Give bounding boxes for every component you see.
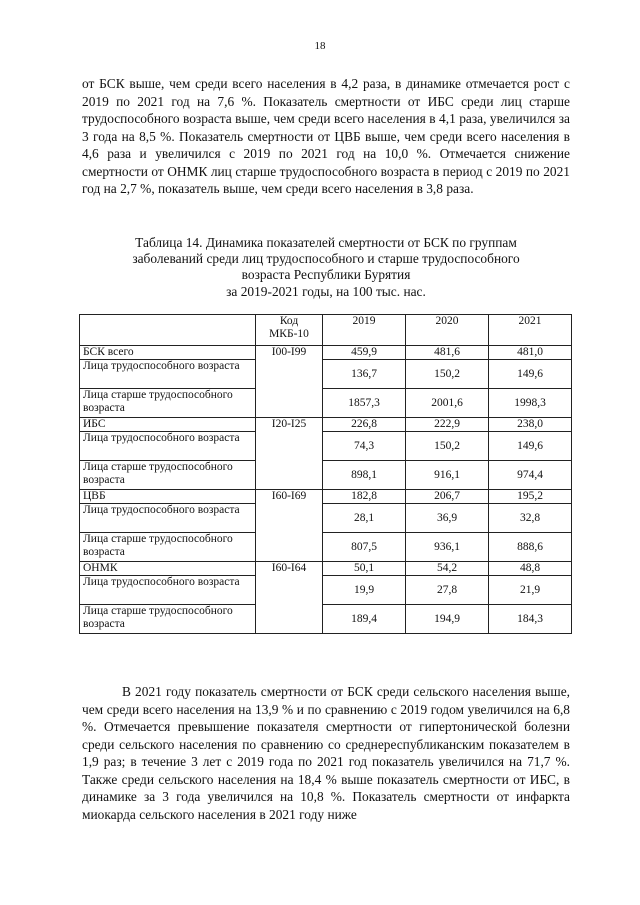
value-2021: 238,0 — [489, 418, 572, 432]
value-2020: 936,1 — [406, 533, 489, 562]
header-2020: 2020 — [406, 315, 489, 346]
header-2021: 2021 — [489, 315, 572, 346]
table-row — [80, 389, 572, 418]
row-name: Лица трудоспособного возраста — [80, 576, 256, 605]
paragraph-bottom: В 2021 году показатель смертности от БСК среди сельского населения выше, чем среди всего населения на 13,9 % и по сравнению с 2019 годом увеличился на 6,8 %. Отмечается превышение показателя смертности от гипертонической болезни среди сельского населения по сравнению со среднереспубликанским показателем в 1,9 раз; в течение 3 лет с 2019 года по 2021 год показатель увеличился на 71,7 %. Также среди сельского населения на 18,4 % выше показатель смертности от ИБС, в динамике за 3 года увеличился на 10,8 %. Показатель смертности от инфаркта миокарда сельского населения в 2021 году ниже — [82, 684, 570, 822]
icd-code: I60-I64 — [256, 562, 323, 634]
value-2019: 19,9 — [323, 576, 406, 605]
table-row — [80, 418, 572, 432]
row-name: Лица старше трудоспособного возраста — [80, 389, 256, 418]
header-2019: 2019 — [323, 315, 406, 346]
value-2019: 50,1 — [323, 562, 406, 576]
value-2021: 184,3 — [489, 605, 572, 634]
value-2020: 222,9 — [406, 418, 489, 432]
icd-code: I60-I69 — [256, 490, 323, 562]
value-2020: 2001,6 — [406, 389, 489, 418]
value-2021: 21,9 — [489, 576, 572, 605]
value-2019: 898,1 — [323, 461, 406, 490]
table-row — [80, 360, 572, 389]
value-2021: 481,0 — [489, 346, 572, 360]
value-2020: 916,1 — [406, 461, 489, 490]
value-2019: 1857,3 — [323, 389, 406, 418]
row-name: Лица старше трудоспособного возраста — [80, 605, 256, 634]
value-2020: 54,2 — [406, 562, 489, 576]
value-2021: 149,6 — [489, 432, 572, 461]
paragraph-top: от БСК выше, чем среди всего населения в 4,2 раза, в динамике отмечается рост с 2019 по 2021 год на 7,6 %. Показатель смертности от ИБС среди лиц старше трудоспособного возраста выше, чем среди всего населения в 4,1 раза, увеличился за 3 года на 8,5 %. Показатель смертности от ЦВБ выше, чем среди всего населения в 4,6 раза и увеличился с 2019 по 2021 год на 10,0 %. Отмечается снижение смертности от ОНМК лиц старше трудоспособного возраста в период с 2019 по 2021 год на 2,7 %, показатель выше, чем среди всего населения в 3,8 раза. — [82, 76, 570, 196]
header-code: Код МКБ-10 — [256, 315, 323, 346]
table-row — [80, 432, 572, 461]
value-2021: 1998,3 — [489, 389, 572, 418]
caption-line: Таблица 14. Динамика показателей смертности от БСК по группам — [135, 235, 517, 250]
value-2019: 74,3 — [323, 432, 406, 461]
caption-line: заболеваний среди лиц трудоспособного и старше трудоспособного — [132, 251, 520, 267]
row-name: ИБС — [80, 418, 256, 432]
row-name: Лица трудоспособного возраста — [80, 360, 256, 389]
table-row — [80, 504, 572, 533]
table-row — [80, 490, 572, 504]
caption-line: за 2019-2021 годы, на 100 тыс. нас. — [226, 283, 426, 299]
value-2021: 195,2 — [489, 490, 572, 504]
value-2019: 226,8 — [323, 418, 406, 432]
row-name: Лица старше трудоспособного возраста — [80, 461, 256, 490]
value-2020: 36,9 — [406, 504, 489, 533]
value-2021: 888,6 — [489, 533, 572, 562]
value-2019: 807,5 — [323, 533, 406, 562]
value-2021: 48,8 — [489, 562, 572, 576]
icd-code: I20-I25 — [256, 418, 323, 490]
value-2020: 150,2 — [406, 432, 489, 461]
caption-line: возраста Республики Бурятия — [241, 267, 411, 283]
icd-code: I00-I99 — [256, 346, 323, 418]
value-2019: 189,4 — [323, 605, 406, 634]
value-2019: 182,8 — [323, 490, 406, 504]
table-row — [80, 576, 572, 605]
table-row — [80, 461, 572, 490]
value-2021: 974,4 — [489, 461, 572, 490]
value-2019: 136,7 — [323, 360, 406, 389]
table-row — [80, 562, 572, 576]
table-row — [80, 346, 572, 360]
row-name: БСК всего — [80, 346, 256, 360]
value-2020: 206,7 — [406, 490, 489, 504]
value-2020: 150,2 — [406, 360, 489, 389]
value-2021: 149,6 — [489, 360, 572, 389]
value-2020: 27,8 — [406, 576, 489, 605]
mortality-table — [79, 314, 572, 634]
row-name: Лица трудоспособного возраста — [80, 504, 256, 533]
value-2019: 28,1 — [323, 504, 406, 533]
table-caption — [82, 235, 570, 300]
page-number: 18 — [314, 40, 326, 52]
row-name: ОНМК — [80, 562, 256, 576]
row-name: ЦВБ — [80, 490, 256, 504]
row-name: Лица трудоспособного возраста — [80, 432, 256, 461]
value-2020: 194,9 — [406, 605, 489, 634]
value-2020: 481,6 — [406, 346, 489, 360]
header-name — [80, 315, 256, 346]
value-2019: 459,9 — [323, 346, 406, 360]
table-row — [80, 605, 572, 634]
table-row — [80, 533, 572, 562]
value-2021: 32,8 — [489, 504, 572, 533]
table-header-row — [80, 315, 572, 346]
row-name: Лица старше трудоспособного возраста — [80, 533, 256, 562]
